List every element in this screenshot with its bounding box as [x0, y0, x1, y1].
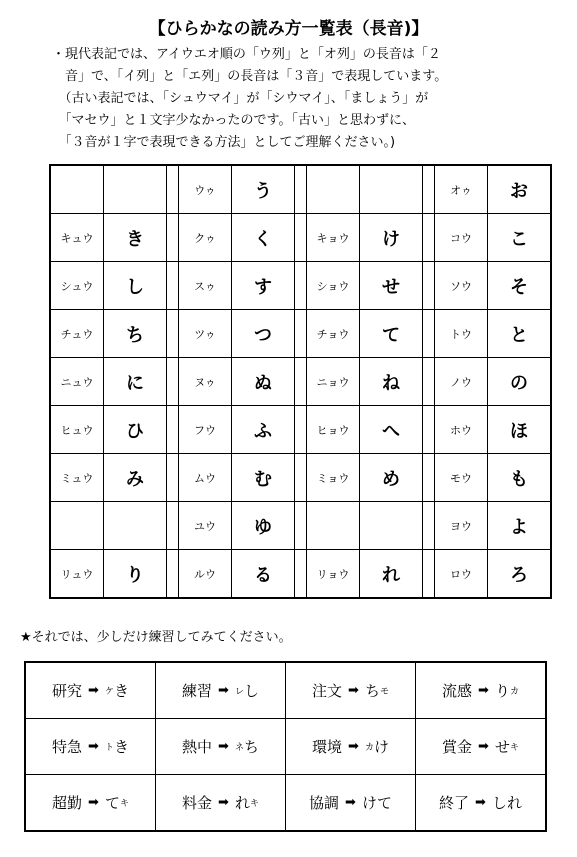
intro-line: ・現代表記では、アイウエオ順の「ウ列」と「オ列」の長音は「２: [52, 47, 441, 62]
small-kana: キ: [119, 799, 129, 809]
practice-cell: [286, 775, 416, 832]
kana-cell: [104, 502, 167, 550]
reading-cell: クゥ: [179, 214, 232, 262]
small-kana: モ: [379, 687, 389, 697]
arrow-icon: ➡: [88, 739, 99, 754]
practice-cell: [416, 719, 547, 775]
kana-cell: ろ: [488, 550, 552, 599]
kana-cell: く: [232, 214, 295, 262]
kana-table: [49, 164, 552, 599]
practice-row: [25, 719, 546, 775]
kana-cell: り: [104, 550, 167, 599]
answer-kana: せ: [494, 738, 510, 756]
kana-cell: も: [488, 454, 552, 502]
arrow-icon: ➡: [218, 739, 229, 754]
reading-cell: オゥ: [435, 165, 488, 214]
reading-cell: ムウ: [179, 454, 232, 502]
reading-cell: ホウ: [435, 406, 488, 454]
gap-cell: [295, 406, 307, 454]
practice-word: 注文: [312, 682, 343, 700]
practice-item: [416, 792, 545, 813]
reading-cell: ニュウ: [50, 358, 104, 406]
answer-kana: し: [243, 682, 259, 700]
answer-kana: しれ: [491, 794, 522, 812]
arrow-icon: ➡: [478, 739, 489, 754]
gap-cell: [423, 454, 435, 502]
reading-cell: ロウ: [435, 550, 488, 599]
gap-cell: [167, 165, 179, 214]
reading-cell: ミュウ: [50, 454, 104, 502]
kana-cell: へ: [360, 406, 423, 454]
gap-cell: [423, 358, 435, 406]
kana-cell: む: [232, 454, 295, 502]
practice-item: [156, 792, 285, 813]
kana-row: [50, 262, 551, 310]
kana-row: [50, 502, 551, 550]
practice-item: [286, 680, 415, 701]
gap-cell: [167, 502, 179, 550]
kana-cell: に: [104, 358, 167, 406]
practice-cell: [156, 662, 286, 719]
kana-cell: つ: [232, 310, 295, 358]
kana-row: [50, 165, 551, 214]
arrow-icon: ➡: [348, 739, 359, 754]
practice-item: [286, 792, 415, 813]
reading-cell: ツゥ: [179, 310, 232, 358]
practice-word: 協調: [309, 794, 340, 812]
reading-cell: トウ: [435, 310, 488, 358]
kana-row: [50, 454, 551, 502]
kana-cell: ほ: [488, 406, 552, 454]
arrow-icon: ➡: [478, 683, 489, 698]
arrow-icon: ➡: [348, 683, 359, 698]
kana-cell: [360, 165, 423, 214]
practice-cell: [25, 775, 156, 832]
page-title: 【ひらかなの読み方一覧表（長音)】: [148, 19, 429, 39]
reading-cell: スゥ: [179, 262, 232, 310]
kana-row: [50, 406, 551, 454]
reading-cell: ショウ: [307, 262, 360, 310]
practice-item: [416, 736, 545, 757]
practice-item: [286, 736, 415, 757]
kana-cell: ふ: [232, 406, 295, 454]
practice-word: 練習: [182, 682, 213, 700]
arrow-icon: ➡: [88, 795, 99, 810]
reading-cell: ユウ: [179, 502, 232, 550]
reading-cell: ウゥ: [179, 165, 232, 214]
gap-cell: [167, 262, 179, 310]
practice-word: 終了: [439, 794, 470, 812]
kana-cell: き: [104, 214, 167, 262]
practice-cell: [25, 662, 156, 719]
reading-cell: リョウ: [307, 550, 360, 599]
gap-cell: [423, 310, 435, 358]
practice-item: [26, 736, 155, 757]
intro-line: 「３音が１字で表現できる方法」としてご理解ください。): [52, 135, 396, 150]
practice-item: [26, 792, 155, 813]
reading-cell: フウ: [179, 406, 232, 454]
reading-cell: チュウ: [50, 310, 104, 358]
gap-cell: [295, 358, 307, 406]
arrow-icon: ➡: [475, 795, 486, 810]
intro-line: （古い表記では、「シュウマイ」が「シウマイ」、「ましょう」が: [52, 91, 429, 106]
reading-cell: シュウ: [50, 262, 104, 310]
gap-cell: [167, 550, 179, 599]
reading-cell: ニョウ: [307, 358, 360, 406]
kana-cell: す: [232, 262, 295, 310]
kana-cell: め: [360, 454, 423, 502]
kana-cell: [104, 165, 167, 214]
practice-cell: [286, 662, 416, 719]
practice-word: 環境: [312, 738, 343, 756]
kana-row: [50, 550, 551, 599]
reading-cell: モウ: [435, 454, 488, 502]
reading-cell: ミョウ: [307, 454, 360, 502]
practice-item: [156, 736, 285, 757]
gap-cell: [423, 406, 435, 454]
practice-table: [24, 661, 547, 832]
kana-row: [50, 310, 551, 358]
kana-cell: み: [104, 454, 167, 502]
answer-kana: けて: [361, 794, 392, 812]
kana-cell: の: [488, 358, 552, 406]
gap-cell: [295, 502, 307, 550]
practice-row: [25, 662, 546, 719]
reading-cell: キュウ: [50, 214, 104, 262]
intro-line: 音」で、「イ列」と「エ列」の長音は「３音」で表現しています。: [52, 69, 448, 84]
gap-cell: [423, 165, 435, 214]
kana-cell: ゆ: [232, 502, 295, 550]
kana-cell: れ: [360, 550, 423, 599]
practice-word: 熱中: [182, 738, 213, 756]
kana-cell: る: [232, 550, 295, 599]
small-kana: キ: [509, 743, 519, 753]
kana-cell: と: [488, 310, 552, 358]
reading-cell: ヒョウ: [307, 406, 360, 454]
gap-cell: [295, 454, 307, 502]
answer-kana: ち: [364, 682, 380, 700]
kana-cell: て: [360, 310, 423, 358]
practice-word: 特急: [52, 738, 83, 756]
reading-cell: [50, 165, 104, 214]
reading-cell: チョウ: [307, 310, 360, 358]
gap-cell: [167, 406, 179, 454]
reading-cell: コウ: [435, 214, 488, 262]
gap-cell: [295, 310, 307, 358]
small-kana: ネ: [234, 743, 244, 753]
kana-cell: け: [360, 214, 423, 262]
practice-word: 研究: [52, 682, 83, 700]
gap-cell: [295, 262, 307, 310]
gap-cell: [295, 550, 307, 599]
kana-cell: よ: [488, 502, 552, 550]
answer-kana: れ: [234, 794, 250, 812]
reading-cell: ノウ: [435, 358, 488, 406]
kana-cell: ね: [360, 358, 423, 406]
answer-kana: け: [373, 738, 389, 756]
kana-cell: し: [104, 262, 167, 310]
practice-cell: [286, 719, 416, 775]
practice-title: ★それでは、少しだけ練習してみてください。: [20, 630, 292, 645]
practice-word: 超勤: [52, 794, 83, 812]
reading-cell: [307, 502, 360, 550]
gap-cell: [167, 310, 179, 358]
gap-cell: [423, 550, 435, 599]
gap-cell: [167, 214, 179, 262]
practice-cell: [416, 775, 547, 832]
answer-kana: て: [104, 794, 120, 812]
gap-cell: [167, 454, 179, 502]
reading-cell: リュウ: [50, 550, 104, 599]
small-kana: カ: [364, 743, 374, 753]
reading-cell: キョウ: [307, 214, 360, 262]
reading-cell: ルウ: [179, 550, 232, 599]
kana-row: [50, 214, 551, 262]
reading-cell: ソウ: [435, 262, 488, 310]
answer-kana: き: [113, 682, 129, 700]
gap-cell: [423, 214, 435, 262]
small-kana: カ: [509, 687, 519, 697]
kana-cell: [360, 502, 423, 550]
kana-cell: そ: [488, 262, 552, 310]
practice-cell: [156, 775, 286, 832]
practice-cell: [25, 719, 156, 775]
kana-cell: お: [488, 165, 552, 214]
gap-cell: [423, 262, 435, 310]
small-kana: ケ: [104, 687, 114, 697]
reading-cell: ヒュウ: [50, 406, 104, 454]
practice-item: [416, 680, 545, 701]
kana-cell: ぬ: [232, 358, 295, 406]
kana-row: [50, 358, 551, 406]
gap-cell: [295, 165, 307, 214]
reading-cell: [307, 165, 360, 214]
practice-cell: [416, 662, 547, 719]
practice-item: [156, 680, 285, 701]
kana-cell: ち: [104, 310, 167, 358]
small-kana: ト: [104, 743, 114, 753]
practice-word: 料金: [182, 794, 213, 812]
kana-cell: こ: [488, 214, 552, 262]
arrow-icon: ➡: [88, 683, 99, 698]
answer-kana: き: [113, 738, 129, 756]
practice-cell: [156, 719, 286, 775]
answer-kana: り: [494, 682, 510, 700]
reading-cell: ヨウ: [435, 502, 488, 550]
practice-word: 流感: [442, 682, 473, 700]
arrow-icon: ➡: [345, 795, 356, 810]
answer-kana: ち: [243, 738, 259, 756]
kana-cell: せ: [360, 262, 423, 310]
intro-line: 「マセウ」と１文字少なかったのです。「古い」と思わずに、: [52, 113, 415, 128]
small-kana: キ: [249, 799, 259, 809]
practice-word: 賞金: [442, 738, 473, 756]
gap-cell: [167, 358, 179, 406]
arrow-icon: ➡: [218, 683, 229, 698]
practice-item: [26, 680, 155, 701]
gap-cell: [423, 502, 435, 550]
practice-row: [25, 775, 546, 832]
intro-text: [52, 44, 562, 154]
reading-cell: [50, 502, 104, 550]
gap-cell: [295, 214, 307, 262]
arrow-icon: ➡: [218, 795, 229, 810]
reading-cell: ヌゥ: [179, 358, 232, 406]
kana-cell: う: [232, 165, 295, 214]
kana-cell: ひ: [104, 406, 167, 454]
small-kana: レ: [234, 687, 244, 697]
